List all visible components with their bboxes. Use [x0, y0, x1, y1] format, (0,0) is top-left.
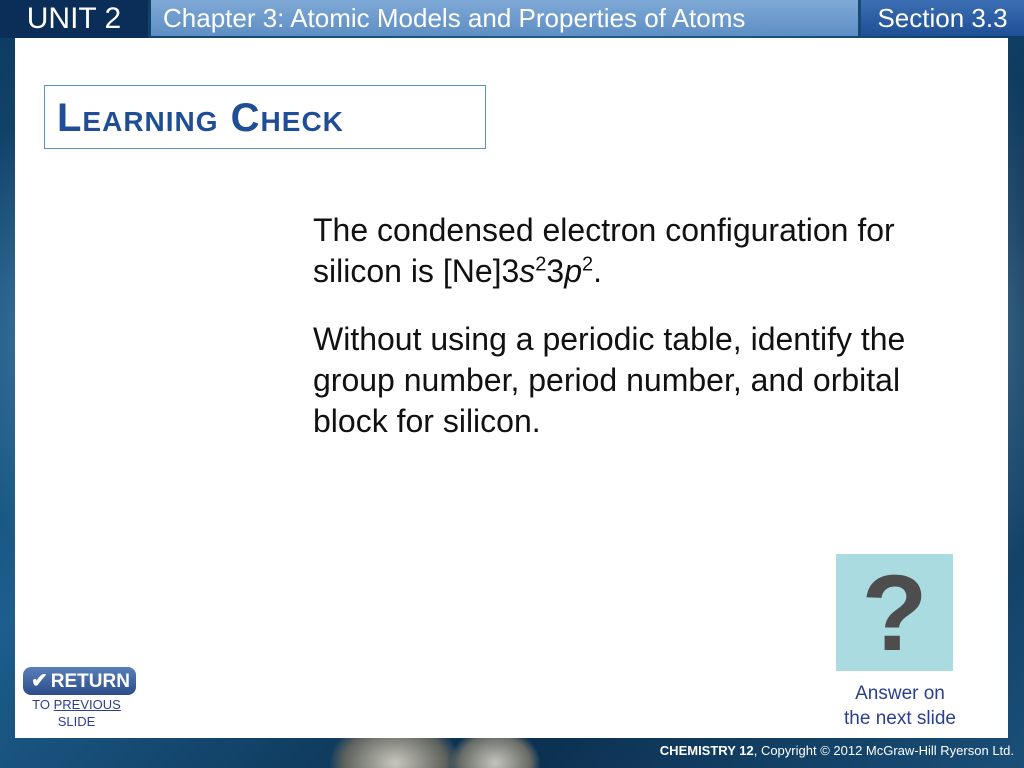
caption-slide: SLIDE	[57, 714, 96, 729]
config-text: The condensed electron configuration for silicon is [Ne]3	[313, 212, 895, 289]
chapter-title: Chapter 3: Atomic Models and Properties of Atoms	[151, 0, 858, 36]
answer-hint	[823, 681, 977, 731]
shell-number: 3	[546, 253, 565, 289]
answer-hint-line1: Answer on	[855, 683, 945, 704]
return-button[interactable]	[23, 667, 136, 695]
slide-header	[0, 0, 1024, 38]
question-text	[313, 210, 913, 469]
checkmark-icon: ✔	[31, 670, 48, 692]
return-caption	[15, 696, 138, 730]
footer-brand: CHEMISTRY 12	[659, 743, 754, 758]
answer-hint-line2: the next slide	[844, 708, 956, 729]
orbital-s: s	[519, 253, 536, 289]
content-panel	[15, 38, 1008, 738]
return-label: RETURN	[50, 671, 130, 692]
question-mark-icon[interactable]	[836, 554, 953, 671]
previous-link[interactable]: PREVIOUS	[53, 697, 121, 712]
orbital-p: p	[564, 253, 583, 289]
configuration-paragraph	[313, 210, 913, 292]
period-mark: .	[593, 253, 603, 289]
orbital-s-superscript: 2	[535, 253, 547, 276]
question-paragraph: Without using a periodic table, identify the group number, period number, and orbital block for silicon.	[313, 321, 906, 439]
page-title: Learning Check	[57, 96, 344, 140]
unit-label: UNIT 2	[0, 0, 148, 38]
question-glyph: ?	[861, 552, 928, 673]
caption-to: TO	[32, 697, 50, 712]
title-box	[44, 85, 486, 149]
copyright-footer	[660, 743, 1014, 758]
orbital-p-superscript: 2	[582, 253, 594, 276]
section-label: Section 3.3	[861, 0, 1024, 36]
footer-copyright: , Copyright © 2012 McGraw-Hill Ryerson Ltd.	[753, 743, 1014, 758]
